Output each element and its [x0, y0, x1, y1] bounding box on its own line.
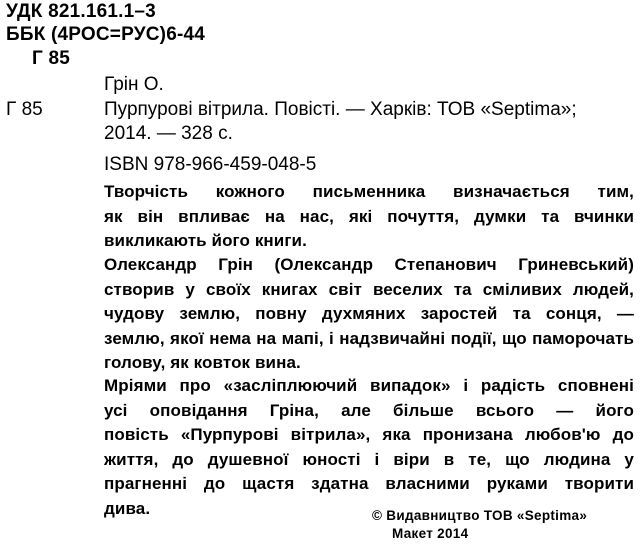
- annotation-line: прагненні до щастя здатна власними руками творити: [104, 474, 634, 493]
- title-line-2: 2014. — 328 с.: [104, 123, 233, 144]
- annotation-line: викликають його книги.: [104, 231, 307, 250]
- title-line-1: Пурпурові вітрила. Повісті. — Харків: ТОВ «Septima»;: [104, 99, 577, 120]
- annotation-line: Мріями про «засліплюючий випадок» і радість сповнені: [104, 376, 634, 395]
- bbk-code: ББК (4РОС=РУС)6-44: [6, 24, 206, 45]
- annotation-line: чудову землю, повну духмяних заростей та сонця, —: [104, 304, 634, 323]
- annotation-line: Творчість кожного письменника визначається тим,: [104, 182, 634, 201]
- layout-notice: Макет 2014: [392, 526, 469, 541]
- copyright-notice: © Видавництво ТОВ «Septima»: [372, 508, 588, 523]
- annotation-line: повість «Пурпурові вітрила», яка пронизана любов'ю до: [104, 425, 634, 444]
- annotation-line: як він впливає на нас, які почуття, думки та вчинки: [104, 206, 634, 226]
- annotation-paragraph-1: [104, 180, 634, 254]
- annotation-line: голову, як ковток вина.: [104, 353, 301, 372]
- author-mark-side: Г 85: [6, 99, 43, 120]
- annotation-paragraph-3: [104, 374, 634, 521]
- annotation-line: життя, до душевної юності і віри в те, що людина у: [104, 449, 634, 469]
- annotation-line: створив у своїх книгах світ веселих та сміливих людей,: [104, 279, 634, 299]
- annotation-paragraph-2: [104, 253, 634, 376]
- annotation-line: усі оповідання Гріна, але більше всього — його: [104, 400, 634, 420]
- annotation-line: дива.: [104, 498, 151, 518]
- udk-code: УДК 821.161.1–3: [6, 1, 156, 22]
- author-mark: Г 85: [32, 48, 70, 69]
- isbn: ISBN 978-966-459-048-5: [104, 154, 317, 175]
- author-heading: Грін О.: [104, 74, 164, 95]
- annotation-line: землю, якої нема на мапі, і надзвичайні події, що паморочать: [104, 328, 634, 348]
- annotation-line: Олександр Грін (Олександр Степанович Гриневський): [104, 255, 634, 274]
